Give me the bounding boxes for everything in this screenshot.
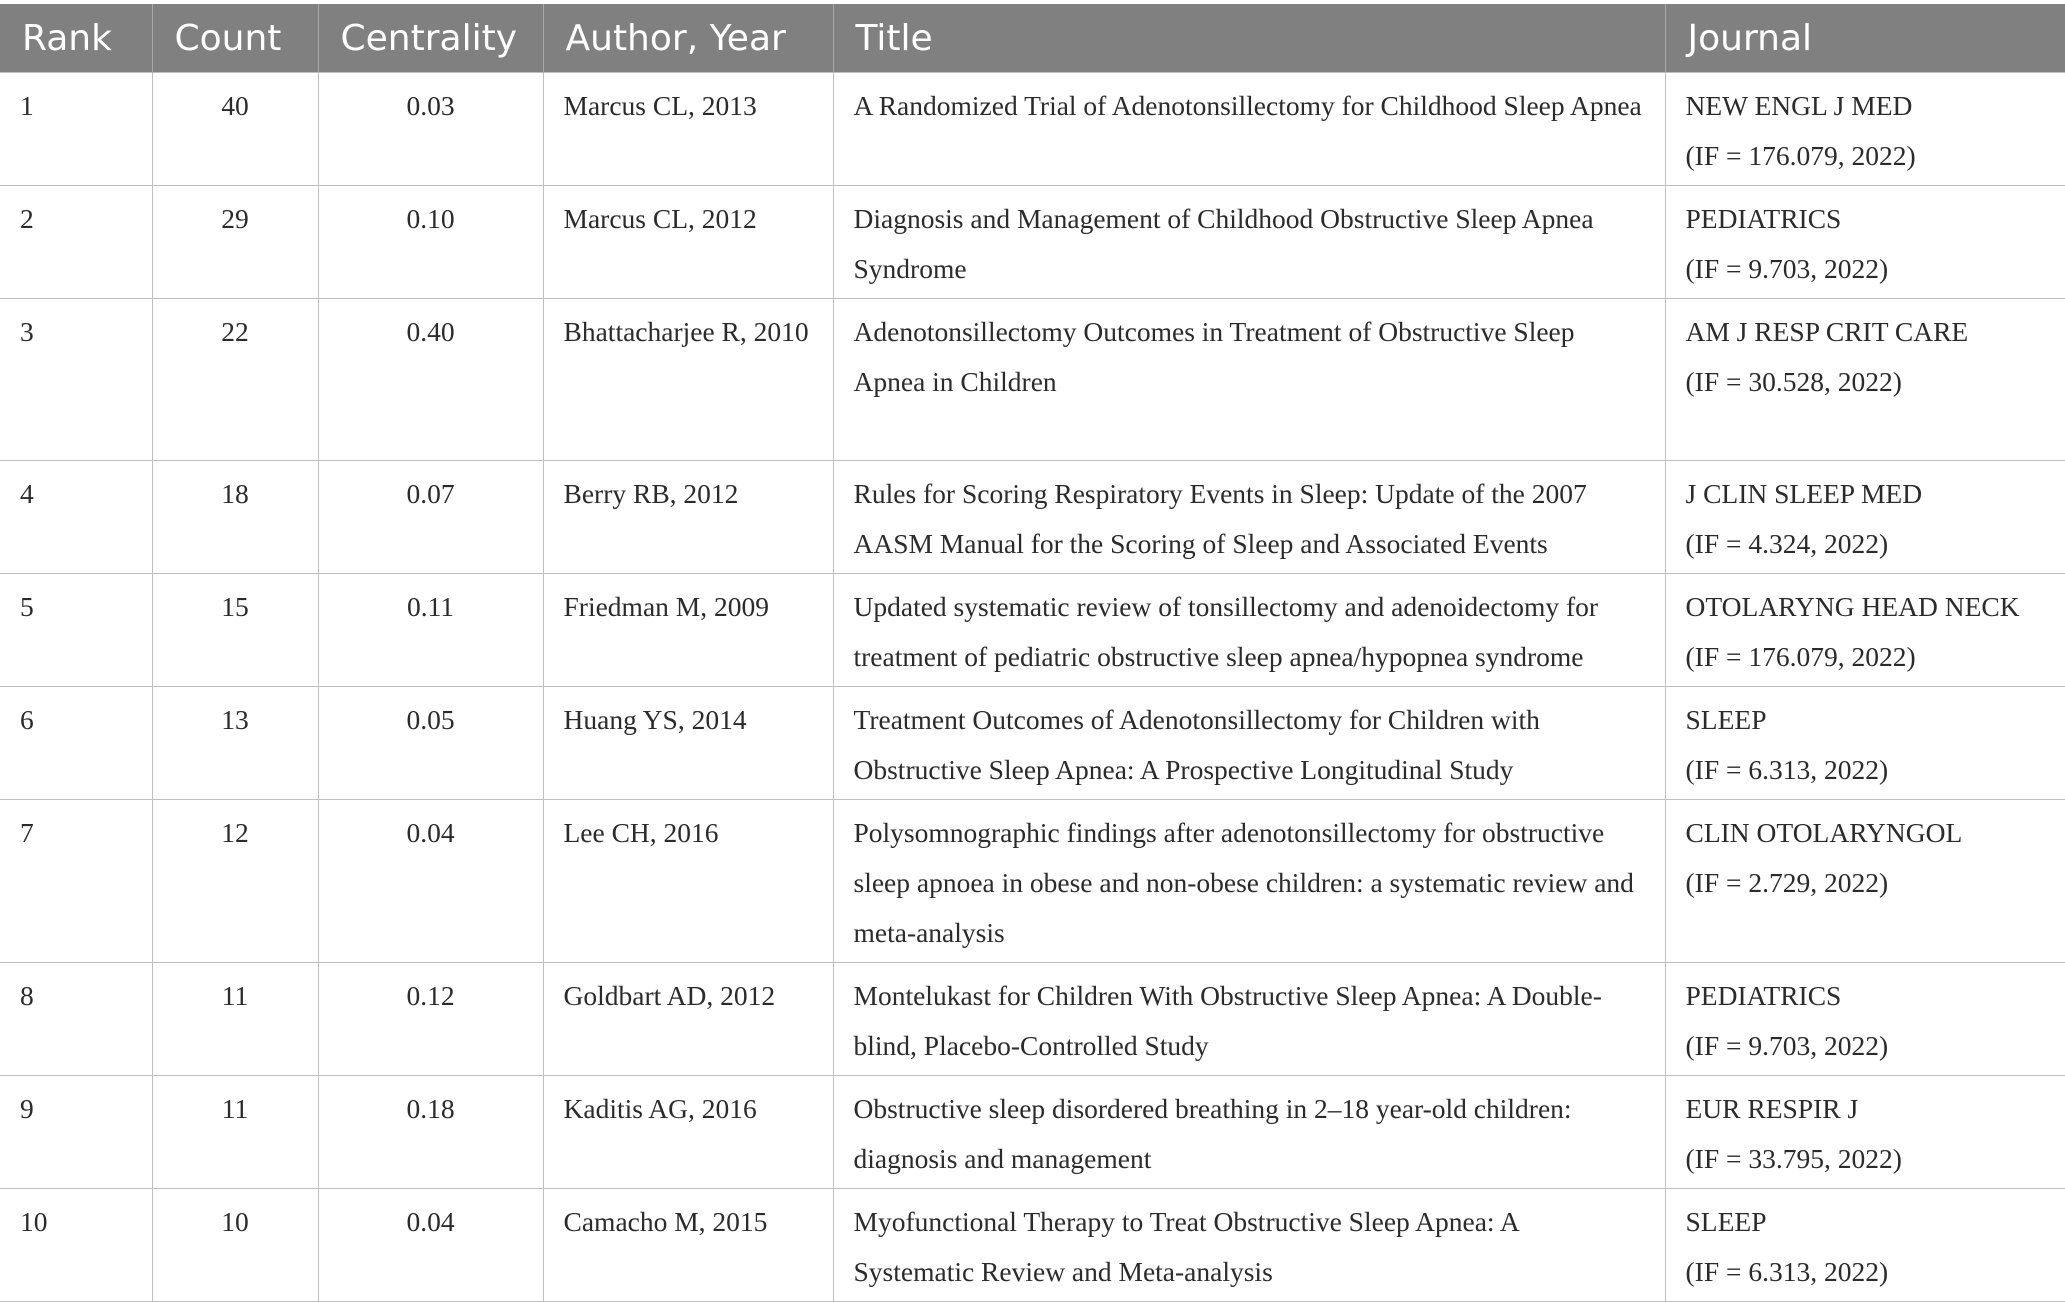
rank-cell: 6 (0, 687, 152, 800)
count-cell: 10 (152, 1189, 318, 1302)
title-cell: Diagnosis and Management of Childhood Obstructive Sleep Apnea Syndrome (833, 186, 1665, 299)
author-year-cell: Marcus CL, 2012 (543, 186, 833, 299)
journal-name: OTOLARYNG HEAD NECK (1685, 591, 2020, 622)
centrality-cell: 0.10 (318, 186, 543, 299)
journal-cell (1665, 687, 2065, 800)
journal-cell (1665, 963, 2065, 1076)
rank-cell: 5 (0, 574, 152, 687)
header-rank: Rank (0, 4, 152, 73)
title-cell: Updated systematic review of tonsillectomy and adenoidectomy for treatment of pediatric obstructive sleep apnea/hypopnea syndrome (833, 574, 1665, 687)
title-cell: Myofunctional Therapy to Treat Obstructive Sleep Apnea: A Systematic Review and Meta-analysis (833, 1189, 1665, 1302)
author-year-cell: Lee CH, 2016 (543, 800, 833, 963)
author-year-cell: Kaditis AG, 2016 (543, 1076, 833, 1189)
table-container (0, 4, 2065, 1302)
journal-cell (1665, 1189, 2065, 1302)
journal-cell (1665, 186, 2065, 299)
impact-factor: (IF = 9.703, 2022) (1685, 253, 1889, 284)
impact-factor: (IF = 176.079, 2022) (1685, 140, 1916, 171)
journal-name: EUR RESPIR J (1685, 1093, 1859, 1124)
table-header (0, 4, 2065, 73)
header-row (0, 4, 2065, 73)
count-cell: 12 (152, 800, 318, 963)
impact-factor: (IF = 30.528, 2022) (1685, 366, 1902, 397)
journal-cell (1665, 73, 2065, 186)
title-cell: Adenotonsillectomy Outcomes in Treatment of Obstructive Sleep Apnea in Children (833, 299, 1665, 461)
author-year-cell: Huang YS, 2014 (543, 687, 833, 800)
author-year-cell: Bhattacharjee R, 2010 (543, 299, 833, 461)
count-cell: 11 (152, 963, 318, 1076)
rank-cell: 2 (0, 186, 152, 299)
centrality-cell: 0.40 (318, 299, 543, 461)
count-cell: 29 (152, 186, 318, 299)
table-row (0, 1076, 2065, 1189)
centrality-cell: 0.05 (318, 687, 543, 800)
table-body (0, 73, 2065, 1302)
journal-name: SLEEP (1685, 1206, 1767, 1237)
table-row (0, 687, 2065, 800)
header-count: Count (152, 4, 318, 73)
count-cell: 11 (152, 1076, 318, 1189)
journal-name: SLEEP (1685, 704, 1767, 735)
rank-cell: 7 (0, 800, 152, 963)
impact-factor: (IF = 9.703, 2022) (1685, 1030, 1889, 1061)
centrality-cell: 0.12 (318, 963, 543, 1076)
count-cell: 15 (152, 574, 318, 687)
author-year-cell: Camacho M, 2015 (543, 1189, 833, 1302)
rank-cell: 10 (0, 1189, 152, 1302)
table-row (0, 574, 2065, 687)
journal-name: J CLIN SLEEP MED (1685, 478, 1923, 509)
journal-cell (1665, 299, 2065, 461)
author-year-cell: Marcus CL, 2013 (543, 73, 833, 186)
centrality-cell: 0.11 (318, 574, 543, 687)
journal-name: PEDIATRICS (1685, 203, 1842, 234)
journal-cell (1665, 461, 2065, 574)
count-cell: 40 (152, 73, 318, 186)
journal-name: AM J RESP CRIT CARE (1685, 316, 1969, 347)
title-cell: Montelukast for Children With Obstructive Sleep Apnea: A Double-blind, Placebo-Controlled Study (833, 963, 1665, 1076)
centrality-cell: 0.04 (318, 800, 543, 963)
impact-factor: (IF = 6.313, 2022) (1685, 1256, 1889, 1287)
table-row (0, 800, 2065, 963)
impact-factor: (IF = 176.079, 2022) (1685, 641, 1916, 672)
cited-references-table (0, 4, 2065, 1302)
header-title: Title (833, 4, 1665, 73)
table-row (0, 73, 2065, 186)
title-cell: Treatment Outcomes of Adenotonsillectomy for Children with Obstructive Sleep Apnea: A Prospective Longitudinal Study (833, 687, 1665, 800)
journal-name: NEW ENGL J MED (1685, 90, 1913, 121)
title-cell: A Randomized Trial of Adenotonsillectomy for Childhood Sleep Apnea (833, 73, 1665, 186)
rank-cell: 8 (0, 963, 152, 1076)
centrality-cell: 0.04 (318, 1189, 543, 1302)
journal-name: CLIN OTOLARYNGOL (1685, 817, 1963, 848)
count-cell: 13 (152, 687, 318, 800)
author-year-cell: Berry RB, 2012 (543, 461, 833, 574)
title-cell: Obstructive sleep disordered breathing in 2–18 year-old children: diagnosis and management (833, 1076, 1665, 1189)
journal-name: PEDIATRICS (1685, 980, 1842, 1011)
header-centrality: Centrality (318, 4, 543, 73)
header-journal: Journal (1665, 4, 2065, 73)
centrality-cell: 0.03 (318, 73, 543, 186)
count-cell: 18 (152, 461, 318, 574)
rank-cell: 1 (0, 73, 152, 186)
table-row (0, 299, 2065, 461)
centrality-cell: 0.07 (318, 461, 543, 574)
header-author-year: Author, Year (543, 4, 833, 73)
impact-factor: (IF = 33.795, 2022) (1685, 1143, 1902, 1174)
journal-cell (1665, 1076, 2065, 1189)
impact-factor: (IF = 6.313, 2022) (1685, 754, 1889, 785)
impact-factor: (IF = 4.324, 2022) (1685, 528, 1889, 559)
author-year-cell: Friedman M, 2009 (543, 574, 833, 687)
count-cell: 22 (152, 299, 318, 461)
impact-factor: (IF = 2.729, 2022) (1685, 867, 1889, 898)
author-year-cell: Goldbart AD, 2012 (543, 963, 833, 1076)
table-row (0, 186, 2065, 299)
journal-cell (1665, 574, 2065, 687)
table-row (0, 963, 2065, 1076)
rank-cell: 4 (0, 461, 152, 574)
title-cell: Polysomnographic findings after adenotonsillectomy for obstructive sleep apnoea in obese and non-obese children: a systematic review and meta-analysis (833, 800, 1665, 963)
table-row (0, 1189, 2065, 1302)
title-cell: Rules for Scoring Respiratory Events in Sleep: Update of the 2007 AASM Manual for the Scoring of Sleep and Associated Events (833, 461, 1665, 574)
rank-cell: 9 (0, 1076, 152, 1189)
journal-cell (1665, 800, 2065, 963)
rank-cell: 3 (0, 299, 152, 461)
table-row (0, 461, 2065, 574)
centrality-cell: 0.18 (318, 1076, 543, 1189)
